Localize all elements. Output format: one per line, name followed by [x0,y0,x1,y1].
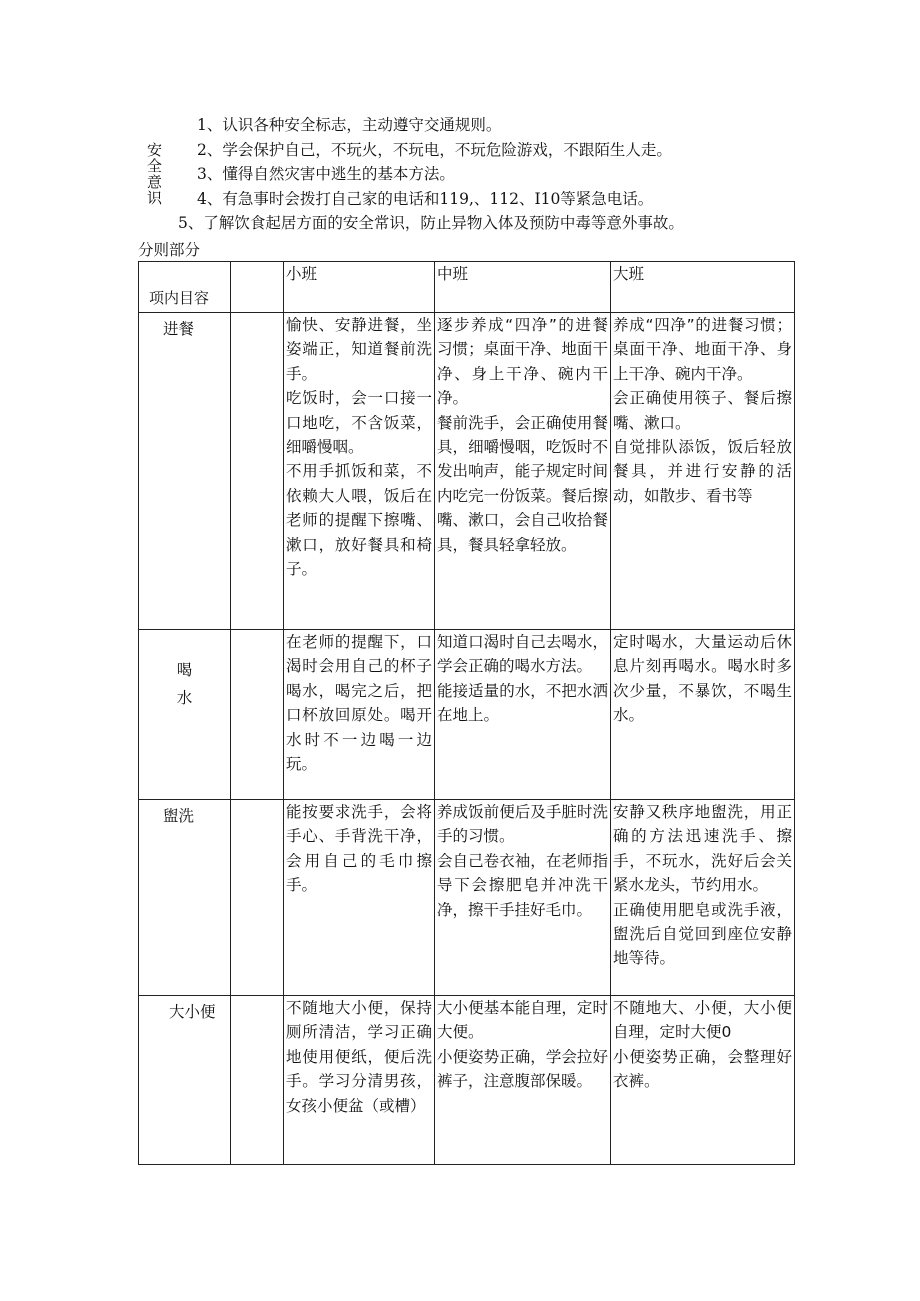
row-blank-cell [231,996,284,1165]
text-paragraph: 吃饭时，会一口接一口地吃，不含饭菜，细嚼慢咽。 [286,389,432,457]
row-item-cell [139,630,231,800]
table-row [139,630,795,800]
text-paragraph: 逐步养成“四净”的进餐习惯；桌面干净、地面干净、身上干净、碗内干净。 [437,316,608,408]
section-title: 分则部分 [138,241,201,259]
large-class-cell [611,313,795,630]
row-item-cell [139,800,231,996]
row-item-drinking [141,630,228,712]
header-large-class: 大班 [611,262,795,313]
safety-line-1: 1、认识各种安全标志，主动遵守交通规则。 [197,116,502,134]
row-item-toileting: 大小便 [169,1003,216,1021]
text-paragraph: 在老师的提醒下，口渴时会用自己的杯子喝水，喝完之后，把口杯放回原处。喝开水时不一边喝一边玩。 [286,633,432,774]
text-paragraph: 会自己卷衣袖，在老师指导下会擦肥皂并冲洗干净，擦干手挂好毛巾。 [437,851,608,919]
safety-line-3: 3、懂得自然灾害中逃生的基本方法。 [197,165,455,183]
small-class-cell [284,996,435,1165]
text-paragraph: 正确使用肥皂或洗手液，盥洗后自觉回到座位安静地等待。 [613,900,792,968]
text-paragraph: 餐前洗手，会正确使用餐具，细嚼慢咽，吃饭时不发出响声，能子规定时间内吃完一份饭菜。餐后擦嘴、漱口，会自己收拾餐具，餐具轻拿轻放。 [437,413,608,554]
middle-class-cell [435,996,611,1165]
text-paragraph: 知道口渴时自己去喝水，学会正确的喝水方法。 [437,633,608,676]
safety-line-2: 2、学会保护自己，不玩火，不玩电，不玩危险游戏，不跟陌生人走。 [197,141,672,159]
table-row [139,800,795,996]
text-paragraph: 小便姿势正确，学会拉好裤子，注意腹部保暖。 [437,1047,608,1091]
large-class-cell [611,800,795,996]
middle-class-cell [435,313,611,630]
text-paragraph: 能接适量的水，不把水洒在地上。 [437,681,608,725]
text-paragraph: 养成“四净”的进餐习惯；桌面干净、地面干净、身上干净、碗内干净。 [613,316,792,383]
table-header-row [139,262,795,313]
row-blank-cell [231,800,284,996]
text-paragraph: 不用手抓饭和菜，不依赖大人喂，饭后在老师的提醒下擦嘴、漱口，放好餐具和椅子。 [286,462,432,579]
text-paragraph: 不随地大小便，保持厕所清洁，学习正确地使用便纸，便后洗手。学习分清男孩，女孩小便盆（或槽） [286,999,432,1115]
text-paragraph: 安静又秩序地盥洗，用正确的方法迅速洗手、擦手，不玩水，洗好后会关紧水龙头，节约用水。 [613,803,792,895]
text-paragraph: 能按要求洗手，会将手心、手背洗干净，会用自己的毛巾擦手。 [286,803,432,895]
header-item-cell [139,262,231,313]
large-class-cell [611,630,795,800]
row-item-cell [139,996,231,1165]
safety-line-5: 5、了解饮食起居方面的安全常识，防止异物入体及预防中毒等意外事故。 [178,214,684,232]
row-blank-cell [231,630,284,800]
row-item-washing: 盥洗 [163,807,195,825]
row-item-eating: 进餐 [163,320,195,338]
text-paragraph: 不随地大、小便，大小便自理，定时大便0 [613,999,792,1042]
header-item-label: 项内目容 [149,288,210,307]
large-class-cell [611,996,795,1165]
table-row [139,996,795,1165]
item-char: 水 [176,689,193,707]
text-paragraph: 养成饭前便后及手脏时洗手的习惯。 [437,803,608,846]
safety-label: 安全意识 [147,141,163,207]
item-char: 喝 [176,661,193,679]
small-class-cell [284,800,435,996]
table-row [139,313,795,630]
row-item-cell [139,313,231,630]
row-blank-cell [231,313,284,630]
text-paragraph: 定时喝水，大量运动后休息片刻再喝水。喝水时多次少量，不暴饮，不喝生水。 [613,633,792,725]
text-paragraph: 愉快、安静进餐，坐姿端正，知道餐前洗手。 [286,316,432,383]
small-class-cell [284,630,435,800]
text-paragraph: 自觉排队添饭，饭后轻放餐具，并进行安静的活动，如散步、看书等 [613,438,792,505]
middle-class-cell [435,630,611,800]
middle-class-cell [435,800,611,996]
safety-line-4: 4、有急事时会拨打自己家的电话和119,、112、I10等紧急电话。 [197,190,654,208]
text-paragraph: 大小便基本能自理，定时大便。 [437,999,608,1042]
header-middle-class: 中班 [435,262,611,313]
care-standards-table [138,261,795,1165]
header-small-class: 小班 [284,262,435,313]
text-paragraph: 小便姿势正确，会整理好衣裤。 [613,1047,792,1091]
small-class-cell [284,313,435,630]
text-paragraph: 会正确使用筷子、餐后擦嘴、漱口。 [613,389,792,432]
header-blank-cell [231,262,284,313]
